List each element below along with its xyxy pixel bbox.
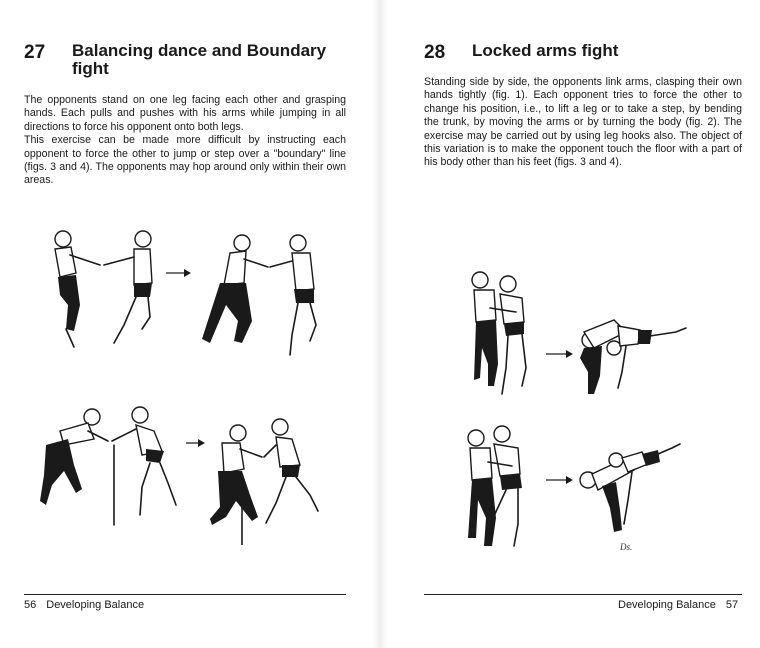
right-arrow-icon [546,476,573,484]
exercise-title: Locked arms fight [472,41,619,60]
exercise-27-heading [24,42,332,78]
figure-1 [472,272,526,394]
figure-3 [40,407,176,525]
page-number: 57 [725,599,739,611]
figure-2 [202,235,316,355]
section-name: Developing Balance [618,599,716,611]
exercise-number: 27 [24,42,46,63]
illustrator-signature: Ds. [620,542,633,552]
description-paragraph: Standing side by side, the opponents link arms, clasping their own hands tightly (fig. 1). Each opponent tries to force the other to change his position, i.e., to lift a leg or to take a step, by bending the trunk, by moving the arms or by turning the body (fig. 2). The exercise may be carried out by using leg hooks also. The object of this variation is to make the opponent touch the floor with a part of his body other than his feet (figs. 3 and 4). [424,76,742,169]
footer-rule [424,594,742,595]
figure-4 [210,419,318,545]
left-footer [24,599,144,611]
description-paragraph: The opponents stand on one leg facing each other and grasping hands. Each pulls and pushes with his arms while jumping in all directions to force his opponent onto both legs. [24,94,346,133]
right-footer [618,599,738,611]
right-page [380,0,760,648]
figure-3 [468,426,522,546]
figures-svg [30,225,350,545]
description-paragraph: This exercise can be made more difficult by instructing each opponent to force the other to jump or step over a "boundary" line (figs. 3 and 4). The opponents may hop around only within their own areas. [24,134,346,187]
figures-svg [466,268,706,558]
exercise-27-description [24,94,346,188]
footer-rule [24,594,346,595]
right-arrow-icon [186,439,205,447]
page-number: 56 [24,599,37,611]
figure-4 [580,444,680,552]
exercise-28-heading [424,42,732,64]
figure-1 [55,231,152,347]
section-name: Developing Balance [46,599,145,611]
exercise-27-illustrations [30,225,350,545]
exercise-title: Balancing dance and Boundary fight [72,41,327,78]
exercise-number: 28 [424,42,446,63]
exercise-28-illustrations [466,268,706,558]
exercise-28-description [424,76,742,170]
right-arrow-icon [546,350,573,358]
figure-2 [580,320,686,394]
right-arrow-icon [166,269,191,277]
